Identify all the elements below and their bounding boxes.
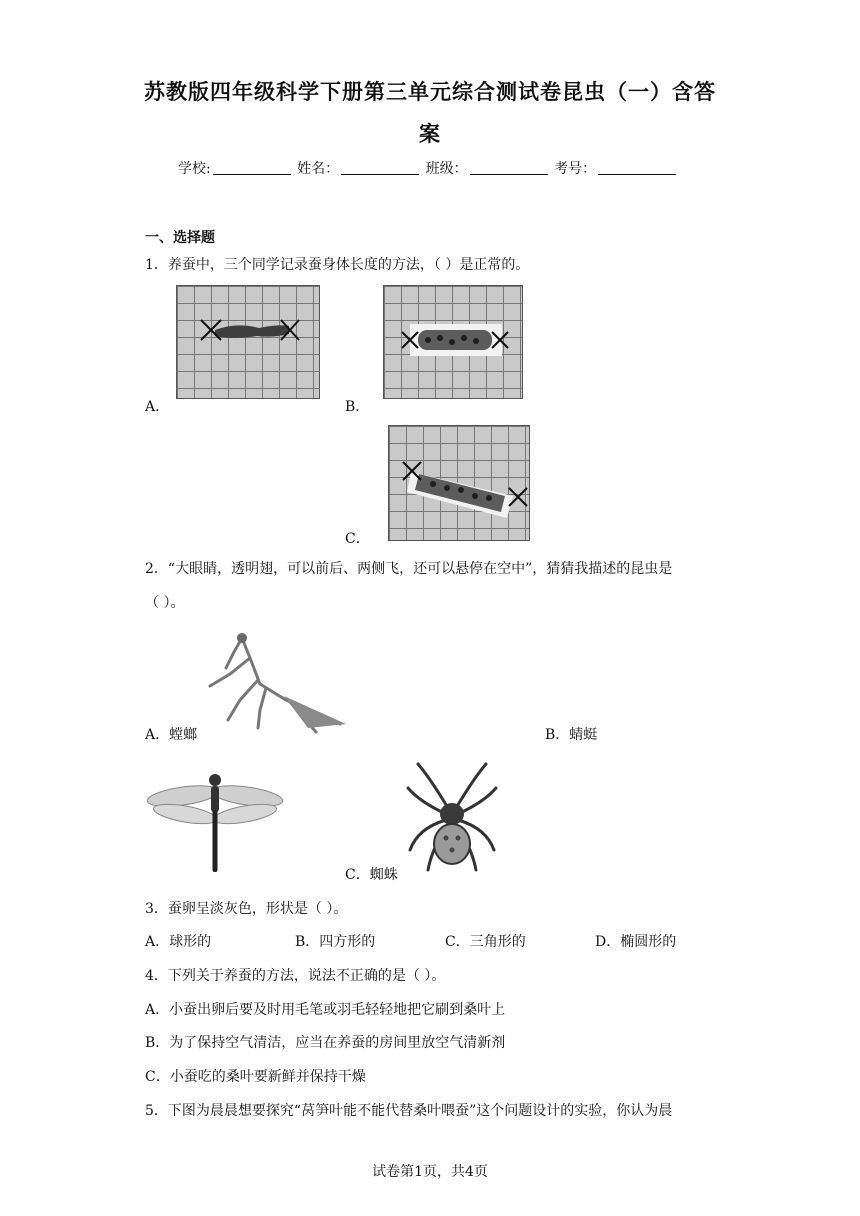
q4-option-c[interactable]: C．小蚕吃的桑叶要新鲜并保持干燥 — [145, 1069, 366, 1085]
school-blank[interactable] — [213, 160, 291, 175]
q1-image-a — [176, 285, 320, 399]
q4-option-a[interactable]: A．小蚕出卵后要及时用毛笔或羽毛轻轻地把它刷到桑叶上 — [145, 1002, 506, 1018]
exam-no-label: 考号： — [554, 161, 597, 177]
page-title-line1: 苏教版四年级科学下册第三单元综合测试卷昆虫（一）含答 — [144, 79, 716, 104]
q2-option-a[interactable]: A．螳螂 — [145, 727, 198, 743]
dragonfly-image — [145, 766, 285, 876]
q1-option-a[interactable]: A． — [145, 399, 170, 415]
student-info-line — [178, 158, 678, 178]
q4-option-b[interactable]: B．为了保持空气清洁，应当在养蚕的房间里放空气清新剂 — [145, 1035, 506, 1051]
q3-stem: 3．蚕卵呈淡灰色，形状是（ ）。 — [145, 901, 348, 917]
q1-option-b[interactable]: B． — [345, 399, 370, 415]
q5-stem: 5．下图为晨晨想要探究“莴笋叶能不能代替桑叶喂蚕”这个问题设计的实验，你认为晨 — [145, 1103, 673, 1119]
q1-image-b — [383, 285, 523, 399]
name-blank[interactable] — [341, 160, 419, 175]
name-label: 姓名： — [297, 161, 340, 177]
q2-option-c[interactable]: C．蜘蛛 — [345, 867, 398, 883]
q3-option-b[interactable]: B．四方形的 — [295, 934, 376, 950]
exam-no-blank[interactable] — [598, 160, 676, 175]
class-blank[interactable] — [470, 160, 548, 175]
q2-option-b[interactable]: B．蜻蜓 — [545, 727, 598, 743]
q2-stem-line1: 2．“大眼睛，透明翅，可以前后、两侧飞，还可以悬停在空中”，猜猜我描述的昆虫是 — [145, 561, 673, 577]
spider-image — [402, 758, 502, 878]
q4-stem: 4．下列关于养蚕的方法，说法不正确的是（ ）。 — [145, 968, 446, 984]
q3-option-c[interactable]: C．三角形的 — [445, 934, 526, 950]
page-title-line2: 案 — [419, 121, 441, 146]
school-label: 学校: — [178, 161, 211, 177]
q3-option-d[interactable]: D．椭圆形的 — [595, 934, 677, 950]
q1-option-c[interactable]: C． — [345, 531, 370, 547]
q2-stem-line2: （ ）。 — [145, 595, 185, 611]
mantis-image — [200, 628, 350, 734]
class-label: 班级： — [425, 161, 468, 177]
q1-stem: 1．养蚕中，三个同学记录蚕身体长度的方法，（ ）是正常的。 — [145, 257, 530, 273]
section-heading: 一、选择题 — [145, 230, 215, 246]
q1-image-c — [388, 425, 530, 541]
q3-option-a[interactable]: A．球形的 — [145, 934, 212, 950]
page-footer: 试卷第1页，共4页 — [372, 1164, 488, 1180]
